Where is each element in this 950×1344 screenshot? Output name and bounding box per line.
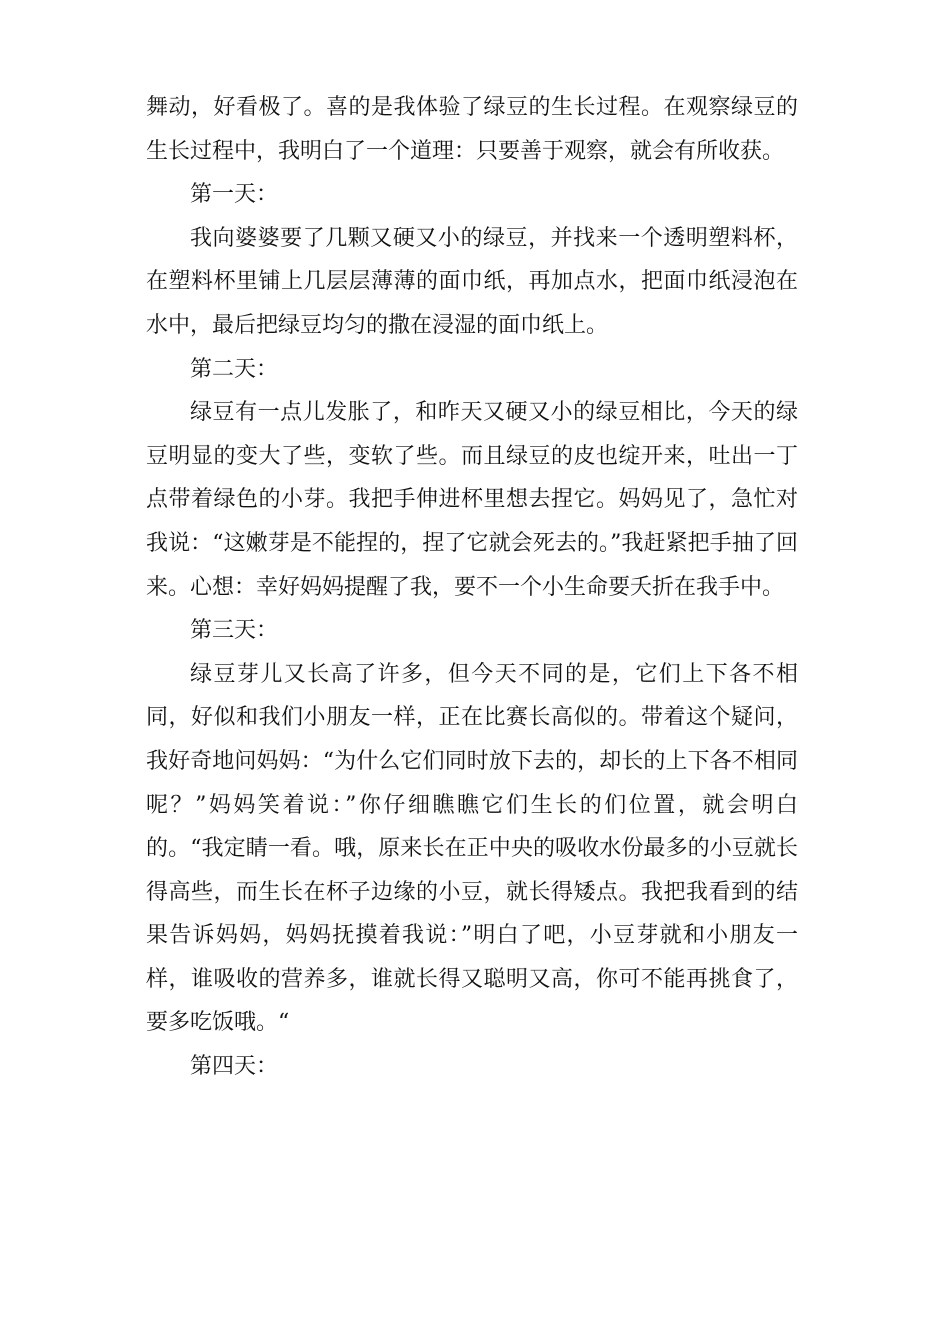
paragraph-intro-continuation: 舞动，好看极了。喜的是我体验了绿豆的生长过程。在观察绿豆的生长过程中，我明白了一个道理：只要善于观察，就会有所收获。 — [146, 95, 798, 164]
day-three-heading: 第三天： — [190, 618, 279, 644]
day-one-paragraph: 我向婆婆要了几颗又硬又小的绿豆，并找来一个透明塑料杯，在塑料杯里铺上几层层薄薄的面巾纸，再加点水，把面巾纸浸泡在水中，最后把绿豆均匀的撒在浸湿的面巾纸上。 — [146, 225, 798, 338]
document-page — [146, 86, 798, 1089]
day-three-paragraph: 绿豆芽儿又长高了许多，但今天不同的是，它们上下各不相同，好似和我们小朋友一样，正在比赛长高似的。带着这个疑问，我好奇地问妈妈：“为什么它们同时放下去的，却长的上下各不相同呢？”妈妈笑着说：”你仔细瞧瞧它们生长的们位置，就会明白的。“我定睛一看。哦，原来长在正中央的吸收水份最多的小豆就长得高些，而生长在杯子边缘的小豆，就长得矮点。我把我看到的结果告诉妈妈，妈妈抚摸着我说：”明白了吧，小豆芽就和小朋友一样，谁吸收的营养多，谁就长得又聪明又高，你可不能再挑食了，要多吃饭哦。“ — [146, 661, 798, 1036]
day-two-heading: 第二天： — [190, 356, 279, 382]
day-four-heading: 第四天： — [190, 1054, 279, 1080]
day-one-heading: 第一天： — [190, 182, 279, 208]
day-two-paragraph: 绿豆有一点儿发胀了，和昨天又硬又小的绿豆相比，今天的绿豆明显的变大了些，变软了些。而且绿豆的皮也绽开来，吐出一丁点带着绿色的小芽。我把手伸进杯里想去捏它。妈妈见了，急忙对我说：“这嫩芽是不能捏的，捏了它就会死去的。”我赶紧把手抽了回来。心想：幸好妈妈提醒了我，要不一个小生命要夭折在我手中。 — [146, 400, 798, 600]
